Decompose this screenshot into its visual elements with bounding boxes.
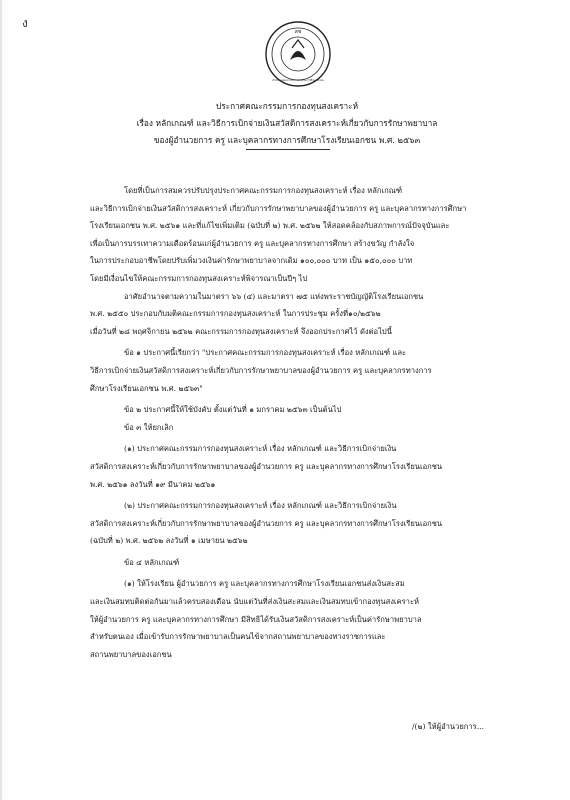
body-line: และวิธีการเบิกจ่ายเงินสวัสดิการสงเคราะห์ เกี่ยวกับการรักษาพยาบาลของผู้อำนวยการ ครู และบุคลากรทางการศึกษา	[90, 203, 467, 213]
seal-top-text: สช	[294, 29, 302, 35]
seal-bottom-text: สำนักงานคณะกรรมการส่งเสริมการศึกษาเอกชน	[272, 79, 324, 82]
body-line: (๑) ให้โรงเรียน ผู้อำนวยการ ครู และบุคลากรทางการศึกษาโรงเรียนเอกชนส่งเงินสะสม	[124, 579, 405, 589]
body-line: สำหรับตนเอง เมื่อเข้ารับการรักษาพยาบาลเป็นคนไข้จากสถานพยาบาลของทางราชการและ	[90, 632, 386, 642]
body-line: อาศัยอำนาจตามความในมาตรา ๖๖ (๔) และมาตรา ๗๕ แห่งพระราชบัญญัติโรงเรียนเอกชน	[124, 291, 424, 301]
body-line: วิธีการเบิกจ่ายเงินสวัสดิการสงเคราะห์เกี่ยวกับการรักษาพยาบาลของผู้อำนวยการ ครู และบุคลากรทางการ	[90, 365, 432, 375]
body-line: (๒) ประกาศคณะกรรมการกองทุนสงเคราะห์ เรื่อง หลักเกณฑ์ และวิธีการเบิกจ่ายเงิน	[124, 501, 397, 511]
continuation-note: /(๒) ให้ผู้อำนวยการ...	[412, 722, 484, 731]
body-line: เมื่อวันที่ ๒๘ พฤศจิกายน ๒๕๖๒ คณะกรรมการกองทุนสงเคราะห์ จึงออกประกาศไว้ ดังต่อไปนี้	[90, 326, 392, 336]
body-line: พ.ศ. ๒๕๕๐ ประกอบกับมติคณะกรรมการกองทุนสงเคราะห์ ในการประชุม ครั้งที่๑๐/๒๕๖๒	[90, 309, 381, 319]
body-line: โดยที่เป็นการสมควรปรับปรุงประกาศคณะกรรมการกองทุนสงเคราะห์ เรื่อง หลักเกณฑ์	[124, 186, 403, 195]
title-line-2: เรื่อง หลักเกณฑ์ และวิธีการเบิกจ่ายเงินสวัสดิการสงเคราะห์เกี่ยวกับการรักษาพยาบาล	[136, 118, 438, 128]
body-line: ข้อ ๑ ประกาศนี้เรียกว่า "ประกาศคณะกรรมการกองทุนสงเคราะห์ เรื่อง หลักเกณฑ์ และ	[124, 348, 407, 358]
title-divider	[246, 149, 330, 150]
body-line: สวัสดิการสงเคราะห์เกี่ยวกับการรักษาพยาบาลของผู้อำนวยการ ครู และบุคลากรทางการศึกษาโรงเรียนเอกชน	[90, 518, 443, 528]
announcement-title	[2, 98, 570, 149]
body-line: ข้อ ๔ หลักเกณฑ์	[124, 557, 180, 567]
corner-mark: ง	[22, 16, 28, 30]
seal-logo	[264, 20, 332, 88]
body-line: สวัสดิการสงเคราะห์เกี่ยวกับการรักษาพยาบาลของผู้อำนวยการ ครู และบุคลากรทางการศึกษาโรงเรียนเอกชน	[90, 461, 443, 471]
announcement-body	[90, 182, 514, 663]
body-line: และเงินสมทบติดต่อกันมาแล้วครบสองเดือน นับแต่วันที่ส่งเงินสะสมและเงินสมทบเข้ากองทุนสงเคราะห์	[90, 597, 420, 607]
body-line: พ.ศ. ๒๕๖๑ ลงวันที่ ๑๙ มีนาคม ๒๕๖๑	[90, 479, 216, 489]
body-line: (ฉบับที่ ๒) พ.ศ. ๒๕๖๒ ลงวันที่ ๑ เมษายน ๒๕๖๒	[90, 536, 248, 546]
body-line: ศึกษาโรงเรียนเอกชน พ.ศ. ๒๕๖๓"	[90, 383, 203, 393]
body-line: ในการประกอบอาชีพโดยปรับเพิ่มวงเงินค่ารักษาพยาบาลจากเดิม ๑๐๐,๐๐๐ บาท เป็น ๑๕๐,๐๐๐ บาท	[90, 256, 413, 266]
body-line: สถานพยาบาลของเอกชน	[90, 649, 172, 659]
title-line-3: ของผู้อำนวยการ ครู และบุคลากรทางการศึกษาโรงเรียนเอกชน พ.ศ. ๒๕๖๓	[153, 135, 421, 145]
body-line: (๑) ประกาศคณะกรรมการกองทุนสงเคราะห์ เรื่อง หลักเกณฑ์ และวิธีการเบิกจ่ายเงิน	[124, 444, 397, 454]
body-line: โดยมีเงื่อนไขให้คณะกรรมการกองทุนสงเคราะห์พิจารณาเป็นปีๆ ไป	[90, 273, 308, 283]
title-line-1: ประกาศคณะกรรมการกองทุนสงเคราะห์	[215, 101, 359, 111]
body-line: โรงเรียนเอกชน พ.ศ. ๒๕๖๑ และที่แก้ไขเพิ่มเติม (ฉบับที่ ๒) พ.ศ. ๒๕๖๒ ให้สอดคล้องกับสภาพการณ์ปัจจุบันและ	[90, 221, 450, 231]
body-line: ข้อ ๒ ประกาศนี้ให้ใช้บังคับ ตั้งแต่วันที่ ๑ มกราคม ๒๕๖๓ เป็นต้นไป	[124, 405, 342, 415]
body-line: ข้อ ๓ ให้ยกเลิก	[124, 422, 174, 432]
body-line: เพื่อเป็นการบรรเทาความเดือดร้อนแก่ผู้อำนวยการ ครู และบุคลากรทางการศึกษา สร้างขวัญ กำลังใจ	[90, 238, 415, 248]
body-line: ให้ผู้อำนวยการ ครู และบุคลากรทางการศึกษา มีสิทธิได้รับเงินสวัสดิการสงเคราะห์เป็นค่ารักษาพยาบาล	[90, 614, 422, 624]
